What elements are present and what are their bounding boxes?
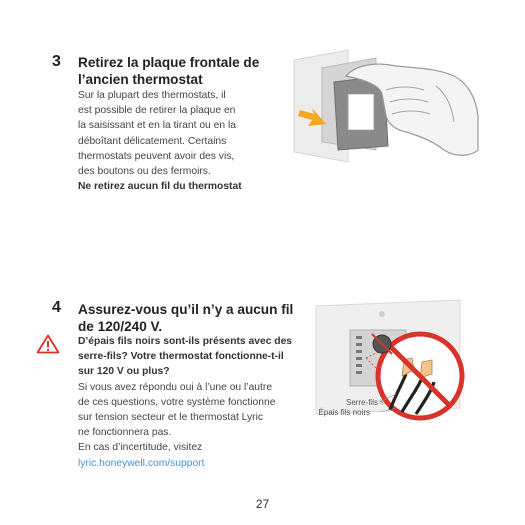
step-4-number: 4	[52, 299, 61, 316]
step-3-body-line: thermostats peuvent avoir des vis,	[78, 150, 235, 162]
thick-wires-label: Épais fils noirs	[318, 408, 370, 417]
step-4-title-line2: de 120/240 V.	[78, 319, 163, 334]
step-4-body-line: ne fonctionnera pas.	[78, 427, 172, 439]
step-3-title-line1: Retirez la plaque frontale de	[78, 55, 260, 70]
step-4-question-line: sur 120 V ou plus?	[78, 366, 170, 378]
page-number: 27	[255, 497, 270, 511]
step-3-warning: Ne retirez aucun fil du thermostat	[78, 181, 242, 193]
faceplate-removal-illustration	[286, 46, 486, 166]
step-4-body-line: Si vous avez répondu oui à l’une ou l’autre	[78, 381, 273, 393]
step-3-body-line: la saisissant et en la tirant ou en la	[78, 120, 236, 132]
step-3-title-line2: l’ancien thermostat	[78, 72, 203, 87]
step-3-body	[78, 88, 278, 194]
step-3-body-line: Sur la plupart des thermostats, il	[78, 90, 226, 101]
step-4-body	[78, 334, 318, 471]
faceplate-window	[348, 94, 374, 130]
step-3-body-line: est possible de retirer la plaque en	[78, 105, 236, 117]
step-3-body-line: déboîtant délicatement. Certains	[78, 135, 227, 147]
step-4-body-line: sur tension secteur et le thermostat Lyric	[78, 412, 264, 424]
step-4-body-line: En cas d’incertitude, visitez	[78, 442, 203, 454]
step-3-body-line: des boutons ou des fermoirs.	[78, 166, 211, 178]
step-4-question-line: D’épais fils noirs sont-ils présents avec des	[78, 336, 293, 347]
step-4-title-line1: Assurez-vous qu’il n’y a aucun fil	[78, 302, 294, 317]
support-link[interactable]: lyric.honeywell.com/support	[78, 457, 205, 469]
wire-nuts-label: Serre-fils	[345, 398, 378, 407]
step-4-title	[78, 301, 293, 335]
step-3-title	[78, 54, 259, 88]
step-4-body-line: de ces questions, votre système fonctionne	[78, 396, 276, 408]
warning-triangle-icon	[36, 334, 60, 354]
step-3-number: 3	[52, 53, 61, 70]
step-4-question-line: serre-fils? Votre thermostat fonctionne-t-il	[78, 351, 284, 363]
